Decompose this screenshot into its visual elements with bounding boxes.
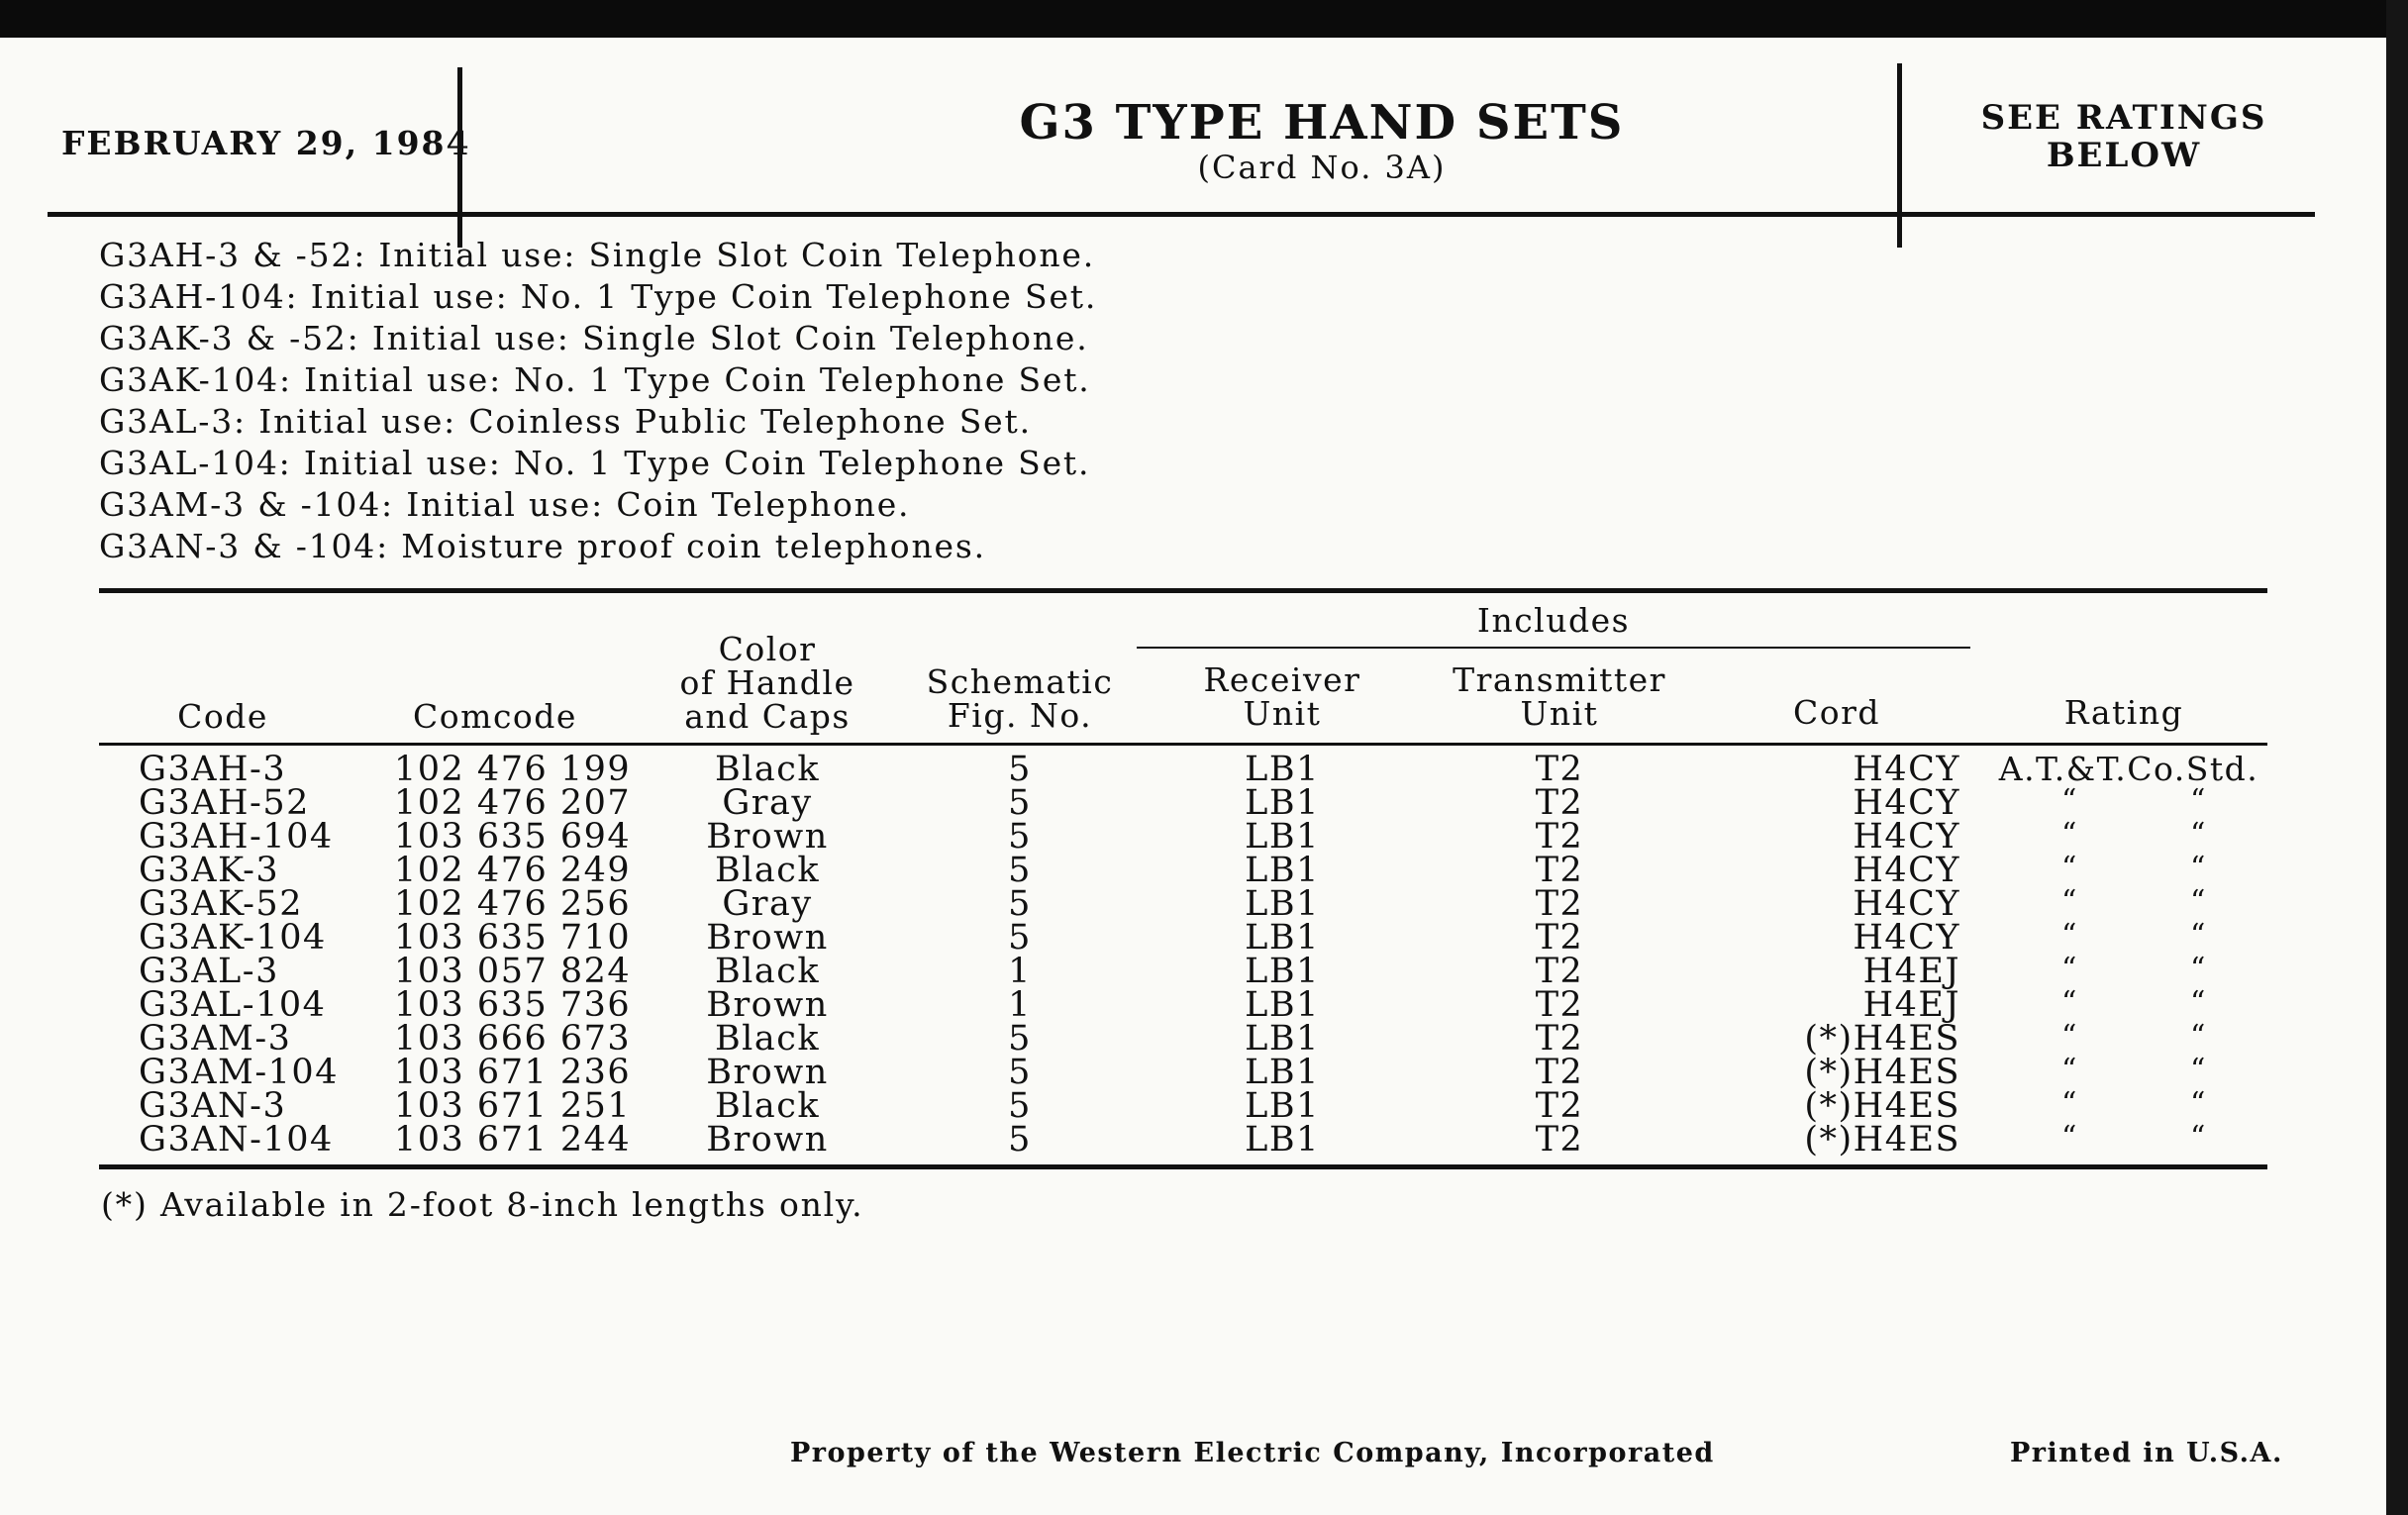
ditto-mark: “ (2190, 884, 2207, 919)
col-header-receiver (1168, 660, 1396, 733)
ditto-mark: “ (2061, 1120, 2078, 1155)
cell-color: Gray (722, 783, 813, 823)
cell-receiver: LB1 (1245, 985, 1320, 1025)
cell-fig: 1 (1008, 985, 1032, 1025)
table-row (0, 783, 2386, 823)
ditto-mark: “ (2061, 1053, 2078, 1087)
cell-fig: 5 (1008, 750, 1032, 789)
table-bottom-rule (99, 1164, 2267, 1169)
cell-fig: 5 (1008, 817, 1032, 857)
col-header-cord-text: Cord (1792, 693, 1881, 732)
ratings-note-line1: SEE RATINGS (1980, 98, 2267, 138)
cell-comcode: 103 635 710 (394, 918, 632, 958)
use-line: G3AK-3 & -52: Initial use: Single Slot Coin Telephone. (99, 319, 1089, 357)
cell-receiver: LB1 (1245, 783, 1320, 823)
cell-receiver: LB1 (1245, 952, 1320, 991)
use-line: G3AH-104: Initial use: No. 1 Type Coin Telephone Set. (99, 277, 1098, 316)
cell-code: G3AL-104 (139, 985, 327, 1025)
cell-color: Brown (706, 817, 829, 857)
ditto-mark: “ (2061, 985, 2078, 1020)
printed-notice: Printed in U.S.A. (2010, 1438, 2283, 1468)
col-header-fig-line2: Fig. No. (947, 696, 1093, 735)
use-line: G3AH-3 & -52: Initial use: Single Slot Coin Telephone. (99, 236, 1096, 274)
cell-cord: (*)H4ES (1804, 1053, 1960, 1092)
card-number: (Card No. 3A) (1197, 149, 1447, 186)
cell-transmitter: T2 (1535, 918, 1584, 958)
table-row (0, 952, 2386, 991)
col-header-color-line3: and Caps (684, 697, 851, 736)
cell-comcode: 103 666 673 (394, 1019, 632, 1059)
property-notice: Property of the Western Electric Company, Incorporated (790, 1438, 1715, 1468)
table-row (0, 1053, 2386, 1092)
cell-comcode: 103 671 236 (394, 1053, 632, 1092)
ditto-mark: “ (2190, 985, 2207, 1020)
col-header-color-line1: Color (718, 630, 817, 668)
header-bottom-rule-table (99, 743, 2267, 746)
ratings-note (1931, 99, 2317, 174)
cell-fig: 5 (1008, 783, 1032, 823)
cell-color: Brown (706, 1120, 829, 1160)
cell-transmitter: T2 (1535, 952, 1584, 991)
ditto-mark: “ (2061, 851, 2078, 885)
cell-transmitter: T2 (1535, 1019, 1584, 1059)
col-header-transmitter (1426, 660, 1693, 733)
includes-rule (1137, 647, 1970, 649)
col-header-includes-text: Includes (1476, 601, 1631, 640)
col-header-includes (1137, 601, 1970, 640)
cell-cord: H4CY (1853, 783, 1960, 823)
cell-comcode: 102 476 256 (394, 884, 632, 924)
cell-color: Gray (722, 884, 813, 924)
cell-fig: 5 (1008, 1019, 1032, 1059)
cell-cord: H4EJ (1862, 952, 1960, 991)
ditto-mark: “ (2190, 817, 2207, 852)
cell-color: Black (714, 851, 821, 890)
cell-color: Black (714, 1019, 821, 1059)
cell-receiver: LB1 (1245, 851, 1320, 890)
table-top-rule (99, 588, 2267, 593)
ditto-mark: “ (2190, 1019, 2207, 1054)
scan-edge (2386, 0, 2408, 1515)
ditto-mark: “ (2190, 1086, 2207, 1121)
table-row (0, 884, 2386, 924)
col-header-transmitter-line2: Unit (1520, 694, 1599, 733)
col-header-receiver-line1: Receiver (1203, 660, 1361, 699)
cell-fig: 5 (1008, 851, 1032, 890)
use-line: G3AL-3: Initial use: Coinless Public Telephone Set. (99, 402, 1032, 441)
ditto-mark: “ (2061, 1019, 2078, 1054)
table-row (0, 750, 2386, 789)
col-header-receiver-line2: Unit (1243, 694, 1322, 733)
cell-color: Black (714, 750, 821, 789)
cell-comcode: 103 671 251 (394, 1086, 632, 1126)
col-header-fig-line1: Schematic (926, 662, 1114, 701)
cell-code: G3AK-104 (139, 918, 327, 958)
col-header-color-line2: of Handle (679, 663, 855, 702)
use-line: G3AL-104: Initial use: No. 1 Type Coin Telephone Set. (99, 444, 1091, 482)
table-row (0, 1086, 2386, 1126)
ratings-note-line2: BELOW (2046, 136, 2202, 175)
cell-transmitter: T2 (1535, 1086, 1584, 1126)
ditto-mark: “ (2061, 884, 2078, 919)
cell-code: G3AH-52 (139, 783, 310, 823)
cell-receiver: LB1 (1245, 817, 1320, 857)
cell-receiver: LB1 (1245, 884, 1320, 924)
ditto-mark: “ (2061, 1086, 2078, 1121)
cell-cord: H4CY (1853, 817, 1960, 857)
cell-code: G3AK-52 (139, 884, 303, 924)
cell-code: G3AL-3 (139, 952, 279, 991)
col-header-fig (911, 662, 1129, 735)
col-header-transmitter-line1: Transmitter (1453, 660, 1666, 699)
cell-fig: 5 (1008, 1120, 1032, 1160)
cell-transmitter: T2 (1535, 783, 1584, 823)
cell-code: G3AH-104 (139, 817, 334, 857)
ditto-mark: “ (2061, 783, 2078, 818)
cell-comcode: 103 635 694 (394, 817, 632, 857)
cell-color: Black (714, 1086, 821, 1126)
cell-cord: H4CY (1853, 884, 1960, 924)
cell-cord: H4EJ (1862, 985, 1960, 1025)
cell-receiver: LB1 (1245, 918, 1320, 958)
table-row (0, 918, 2386, 958)
cell-receiver: LB1 (1245, 1120, 1320, 1160)
table-row (0, 1120, 2386, 1160)
cell-cord: H4CY (1853, 851, 1960, 890)
cell-comcode: 102 476 199 (394, 750, 632, 789)
col-header-rating (2010, 693, 2238, 732)
cell-receiver: LB1 (1245, 750, 1320, 789)
cell-code: G3AM-3 (139, 1019, 292, 1059)
cell-comcode: 103 635 736 (394, 985, 632, 1025)
col-header-code-text: Code (177, 697, 268, 736)
cell-fig: 5 (1008, 884, 1032, 924)
cell-code: G3AH-3 (139, 750, 287, 789)
cell-comcode: 103 057 824 (394, 952, 632, 991)
cell-transmitter: T2 (1535, 817, 1584, 857)
cell-receiver: LB1 (1245, 1019, 1320, 1059)
cell-color: Black (714, 952, 821, 991)
col-header-rating-text: Rating (2063, 693, 2184, 732)
table-row (0, 817, 2386, 857)
use-line: G3AM-3 & -104: Initial use: Coin Telephone. (99, 485, 911, 524)
ditto-mark: “ (2190, 783, 2207, 818)
cell-rating: A.T.&T.Co.Std. (1998, 750, 2259, 788)
ditto-mark: “ (2190, 952, 2207, 986)
cell-color: Brown (706, 985, 829, 1025)
cell-receiver: LB1 (1245, 1086, 1320, 1126)
cell-cord: (*)H4ES (1804, 1120, 1960, 1160)
cell-color: Brown (706, 918, 829, 958)
cell-cord: H4CY (1853, 750, 1960, 789)
cell-fig: 5 (1008, 1086, 1032, 1126)
ditto-mark: “ (2061, 817, 2078, 852)
table-row (0, 1019, 2386, 1059)
use-line: G3AK-104: Initial use: No. 1 Type Coin Telephone Set. (99, 360, 1091, 399)
cell-transmitter: T2 (1535, 985, 1584, 1025)
cell-transmitter: T2 (1535, 851, 1584, 890)
initial-use-list (99, 235, 1097, 567)
cell-receiver: LB1 (1245, 1053, 1320, 1092)
ditto-mark: “ (2190, 1120, 2207, 1155)
cell-cord: (*)H4ES (1804, 1086, 1960, 1126)
table-row (0, 985, 2386, 1025)
col-header-comcode (396, 697, 594, 736)
cell-code: G3AN-3 (139, 1086, 287, 1126)
col-header-cord (1743, 693, 1931, 732)
card-date: FEBRUARY 29, 1984 (61, 124, 471, 162)
ditto-mark: “ (2061, 952, 2078, 986)
cell-code: G3AM-104 (139, 1053, 339, 1092)
card-title: G3 TYPE HAND SETS (1019, 95, 1625, 151)
ditto-mark: “ (2190, 918, 2207, 953)
table-row (0, 851, 2386, 890)
cell-code: G3AK-3 (139, 851, 280, 890)
cell-comcode: 102 476 207 (394, 783, 632, 823)
cell-comcode: 102 476 249 (394, 851, 632, 890)
cell-color: Brown (706, 1053, 829, 1092)
col-header-comcode-text: Comcode (413, 697, 577, 736)
col-header-code (139, 697, 307, 736)
cell-fig: 5 (1008, 1053, 1032, 1092)
cell-comcode: 103 671 244 (394, 1120, 632, 1160)
header-bottom-rule (48, 212, 2315, 217)
cell-transmitter: T2 (1535, 1120, 1584, 1160)
cell-fig: 5 (1008, 918, 1032, 958)
ditto-mark: “ (2190, 851, 2207, 885)
cell-cord: H4CY (1853, 918, 1960, 958)
cell-cord: (*)H4ES (1804, 1019, 1960, 1059)
cell-transmitter: T2 (1535, 750, 1584, 789)
col-header-color (653, 630, 881, 736)
footnote: (*) Available in 2-foot 8-inch lengths only. (101, 1185, 864, 1224)
cell-transmitter: T2 (1535, 1053, 1584, 1092)
cell-code: G3AN-104 (139, 1120, 334, 1160)
cell-fig: 1 (1008, 952, 1032, 991)
ditto-mark: “ (2190, 1053, 2207, 1087)
cell-transmitter: T2 (1535, 884, 1584, 924)
ditto-mark: “ (2061, 918, 2078, 953)
use-line: G3AN-3 & -104: Moisture proof coin telephones. (99, 527, 986, 565)
